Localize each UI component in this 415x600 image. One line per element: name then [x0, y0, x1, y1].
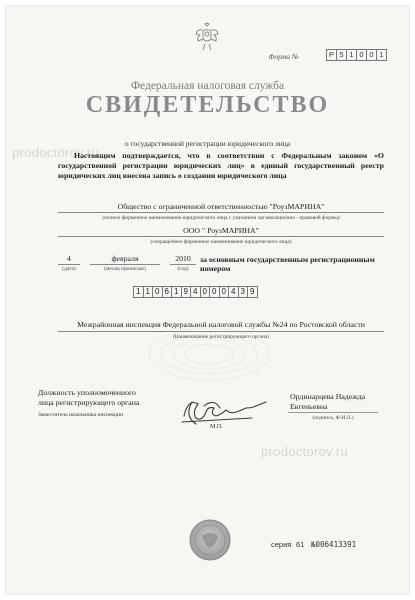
record-month: февраля	[111, 254, 139, 263]
org-short-name: ООО " РоузМАРИНА"	[183, 226, 259, 235]
body-paragraph: Настоящим подтверждается, что в соответствии с Федеральным законом «О государственной регистрации юридических лиц» в единый государственный реестр юридических лиц внесена запись о создании юридического лица	[58, 151, 384, 180]
ogrn-digit: 9	[181, 286, 192, 298]
agency-name: Федеральная налоговая служба	[130, 80, 285, 92]
form-code-char: 0	[356, 49, 367, 61]
seal-icon	[188, 518, 232, 562]
serial-number: №006413391	[311, 540, 357, 549]
ogrn-digit: 0	[219, 286, 230, 298]
document-title: СВИДЕТЕЛЬСТВО	[85, 92, 330, 118]
position-line-1: Должность уполномоченного	[38, 388, 136, 397]
org-full-name-field	[58, 202, 384, 213]
form-code-char: Р	[326, 49, 337, 61]
form-code-char: 5	[336, 49, 347, 61]
record-date-text: за основным государственным регистрационным номером	[200, 255, 375, 273]
authority-caption: (Наименование регистрирующего органа)	[172, 334, 270, 340]
org-full-name-caption: (полное фирменное наименование юридического лица с указанием организационно - правовой формы)	[102, 215, 340, 221]
signatory-name	[290, 392, 365, 412]
position-line-2: лица регистрирующего органа	[38, 398, 140, 407]
form-code-char: 1	[346, 49, 357, 61]
ogrn-digit: 4	[190, 286, 201, 298]
signatory-name-underline	[288, 412, 378, 413]
org-full-name: Общество с ограниченной ответственностью "РоузМАРИНА"	[117, 202, 325, 211]
record-month-caption: (месяц прописью)	[104, 266, 146, 272]
document-subtitle: о государственной регистрации юридического лица	[124, 139, 291, 148]
ogrn-digit: 0	[152, 286, 163, 298]
record-day-caption: (дата)	[62, 266, 76, 272]
watermark: prodoctorov.ru	[261, 444, 349, 459]
authority-name: Межрайонная инспекция Федеральной налоговой службы №24 по Ростовской области	[77, 320, 365, 329]
record-year-caption: (год)	[177, 266, 189, 272]
emblem-icon	[194, 22, 220, 52]
signatory-position-label	[38, 388, 139, 408]
authority-field	[58, 320, 384, 332]
watermark: prodoctorov.ru	[12, 145, 100, 160]
series-value: 61	[296, 540, 305, 549]
record-month-field	[90, 254, 160, 265]
org-short-name-field	[58, 226, 384, 237]
ogrn-digit: 1	[171, 286, 182, 298]
ogrn-digit: 6	[162, 286, 173, 298]
signatory-position-title: Заместитель начальника инспекции	[38, 412, 124, 418]
form-code-char: 0	[366, 49, 377, 61]
ogrn-digit: 3	[238, 286, 249, 298]
series-label: серия	[271, 540, 292, 549]
signatory-name-caption: (подпись, Ф.И.О.)	[312, 415, 354, 421]
signatory-name-line-1: Ординарцева Надежда	[290, 392, 366, 401]
stamp-place-label: М.П.	[210, 424, 223, 430]
record-year-field	[170, 254, 196, 265]
org-short-name-caption: (сокращённое фирменное наименование юридического лица)	[150, 239, 292, 245]
ogrn-digit: 0	[209, 286, 220, 298]
certificate-page	[6, 6, 409, 594]
record-year: 2010	[175, 254, 191, 263]
ogrn-digit: 4	[228, 286, 239, 298]
ogrn-digit: 9	[247, 286, 258, 298]
signature-icon	[174, 388, 278, 434]
ogrn-digit: 0	[200, 286, 211, 298]
form-label: Форма №	[268, 52, 299, 61]
guilloche-ornament-icon	[144, 324, 274, 384]
record-day-field	[58, 254, 80, 265]
record-day: 4	[67, 254, 71, 263]
ogrn-digit: 1	[143, 286, 154, 298]
form-code-char: 1	[376, 49, 387, 61]
record-date-row	[58, 254, 384, 276]
form-code-boxes	[327, 49, 387, 61]
signatory-name-line-2: Евгеньевна	[290, 402, 328, 411]
ogrn-number-boxes	[134, 286, 258, 298]
ogrn-digit: 1	[133, 286, 144, 298]
